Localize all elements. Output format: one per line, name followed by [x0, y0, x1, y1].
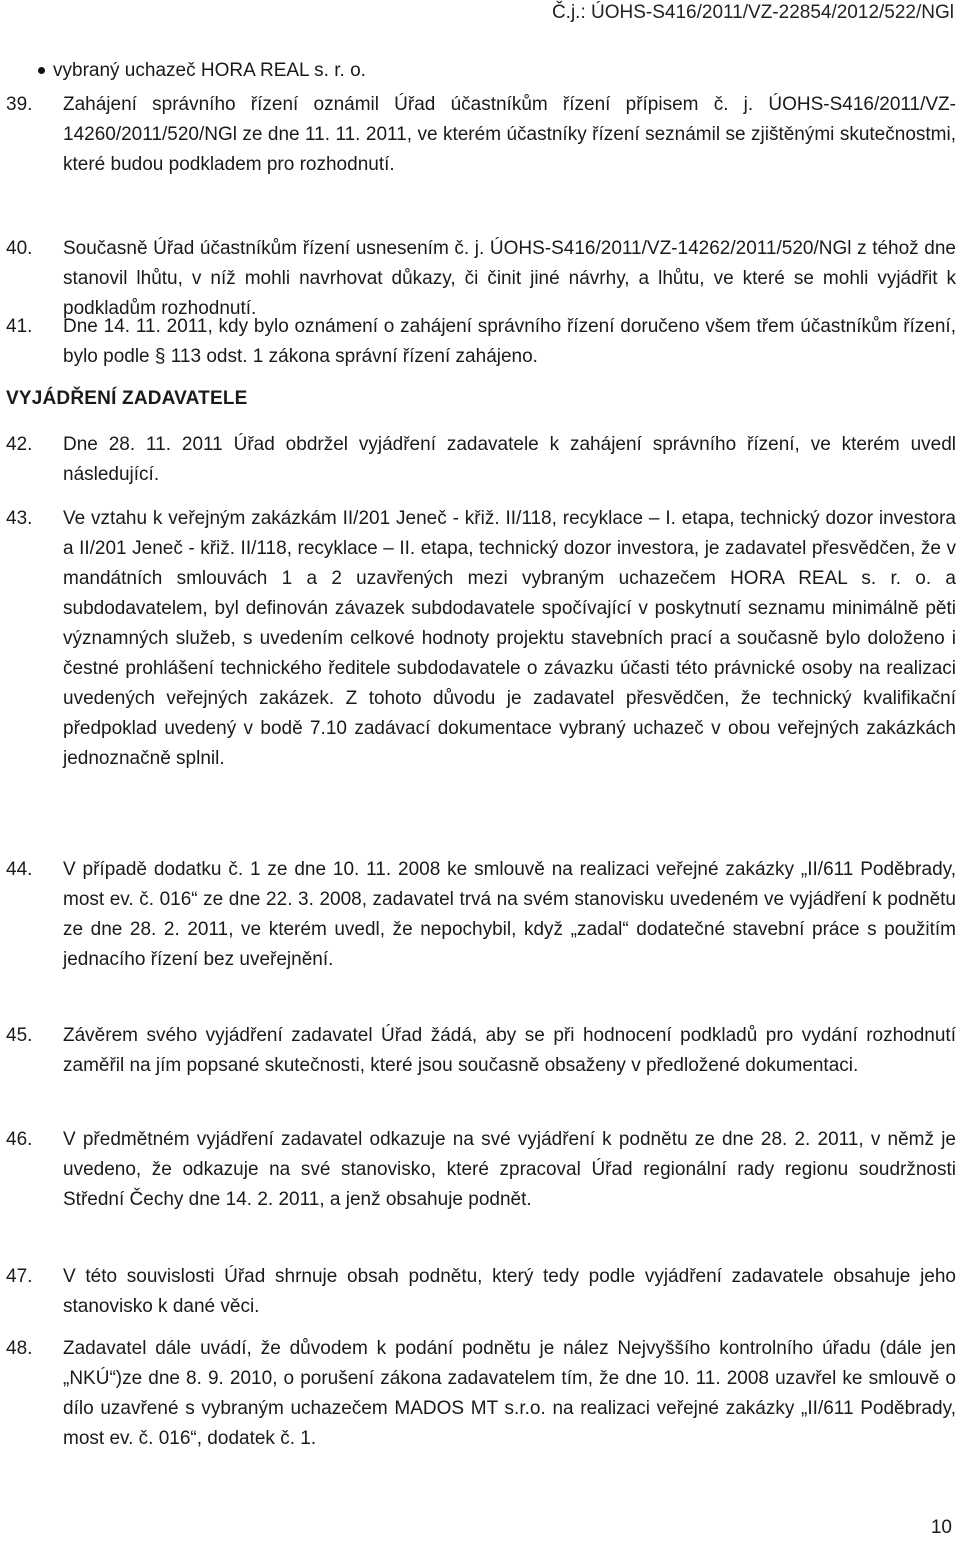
paragraph-text: Závěrem svého vyjádření zadavatel Úřad žádá, aby se při hodnocení podkladů pro vydání rozhodnutí zaměřil na jím popsané skutečnosti, které jsou současně obsaženy v předložené dokumentaci. [63, 1025, 956, 1076]
section-heading: VYJÁDŘENÍ ZADAVATELE [6, 388, 248, 409]
paragraph-text: V předmětném vyjádření zadavatel odkazuje na své vyjádření k podnětu ze dne 28. 2. 2011, v němž je uvedeno, že odkazuje na své stanovisko, které zpracoval Úřad regionální rady regionu soudržnosti Střední Čechy dne 14. 2. 2011, a jenž obsahuje podnět. [63, 1129, 956, 1210]
document-reference: Č.j.: ÚOHS-S416/2011/VZ-22854/2012/522/NGl [551, 2, 954, 23]
paragraph-text: Dne 14. 11. 2011, kdy bylo oznámení o zahájení správního řízení doručeno všem třem účastníkům řízení, bylo podle § 113 odst. 1 zákona správní řízení zahájeno. [63, 316, 956, 367]
paragraph-number: 44. [6, 859, 33, 880]
paragraph-41 [6, 312, 956, 372]
paragraph-number: 46. [6, 1129, 33, 1150]
paragraph-text: Zadavatel dále uvádí, že důvodem k podání podnětu je nález Nejvyššího kontrolního úřadu (dále jen „NKÚ“)ze dne 8. 9. 2010, o porušení zákona zadavatelem tím, že dne 10. 11. 2008 uzavřel ke smlouvě o dílo uzavřené s vybraným uchazečem MADOS MT s.r.o. na realizaci veřejné zakázky „II/611 Poděbrady, most ev. č. 016“, dodatek č. 1. [63, 1338, 956, 1449]
paragraph-42 [6, 430, 956, 490]
paragraph-number: 48. [6, 1338, 33, 1359]
paragraph-text: Zahájení správního řízení oznámil Úřad účastníkům řízení přípisem č. j. ÚOHS-S416/2011/VZ-14260/2011/520/NGl ze dne 11. 11. 2011, ve kterém účastníky řízení seznámil se zjištěnými skutečnostmi, které budou podkladem pro rozhodnutí. [63, 94, 956, 175]
paragraph-text: V této souvislosti Úřad shrnuje obsah podnětu, který tedy podle vyjádření zadavatele obsahuje jeho stanovisko k dané věci. [63, 1266, 956, 1317]
paragraph-40 [6, 234, 956, 324]
paragraph-47 [6, 1262, 956, 1322]
paragraph-number: 41. [6, 316, 33, 337]
paragraph-number: 43. [6, 508, 33, 529]
paragraph-text: Dne 28. 11. 2011 Úřad obdržel vyjádření zadavatele k zahájení správního řízení, ve kterém uvedl následující. [63, 434, 956, 485]
paragraph-46 [6, 1125, 956, 1215]
paragraph-48 [6, 1334, 956, 1454]
bullet-text: vybraný uchazeč HORA REAL s. r. o. [53, 60, 366, 81]
paragraph-number: 45. [6, 1025, 33, 1046]
page-number: 10 [930, 1517, 952, 1538]
paragraph-text: Ve vztahu k veřejným zakázkám II/201 Jeneč - křiž. II/118, recyklace – I. etapa, technický dozor investora a II/201 Jeneč - křiž. II/118, recyklace – II. etapa, technický dozor investora, je zadavatel přesvědčen, že v mandátních smlouvách 1 a 2 uzavřených mezi vybraným uchazečem HORA REAL s. r. o. a subdodavatelem, byl definován závazek subdodavatele spočívající v poskytnutí seznamu minimálně pěti významných služeb, s uvedením celkové hodnoty projektu stavebních prací a současně bylo doloženo i čestné prohlášení technického ředitele subdodavatele o závazku účasti této právnické osoby na realizaci uvedených veřejných zakázek. Z tohoto důvodu je zadavatel přesvědčen, že technický kvalifikační předpoklad uvedený v bodě 7.10 zadávací dokumentace vybraný uchazeč v obou veřejných zakázkách jednoznačně splnil. [63, 508, 956, 769]
paragraph-text: Současně Úřad účastníkům řízení usnesením č. j. ÚOHS-S416/2011/VZ-14262/2011/520/NGl z téhož dne stanovil lhůtu, v níž mohli navrhovat důkazy, či činit jiné návrhy, a lhůtu, ve které se mohli vyjádřit k podkladům rozhodnutí. [63, 238, 956, 319]
paragraph-45 [6, 1021, 956, 1081]
paragraph-44 [6, 855, 956, 975]
bullet-item [38, 60, 366, 82]
paragraph-number: 39. [6, 94, 33, 115]
paragraph-43 [6, 504, 956, 774]
paragraph-number: 42. [6, 434, 33, 455]
bullet-icon [38, 67, 45, 74]
paragraph-39 [6, 90, 956, 180]
paragraph-text: V případě dodatku č. 1 ze dne 10. 11. 2008 ke smlouvě na realizaci veřejné zakázky „II/611 Poděbrady, most ev. č. 016“ ze dne 22. 3. 2008, zadavatel trvá na svém stanovisku uvedeném ve vyjádření k podnětu ze dne 28. 2. 2011, ve kterém uvedl, že nepochybil, když „zadal“ dodatečné stavební práce s použitím jednacího řízení bez uveřejnění. [63, 859, 956, 970]
paragraph-number: 40. [6, 238, 33, 259]
paragraph-number: 47. [6, 1266, 33, 1287]
